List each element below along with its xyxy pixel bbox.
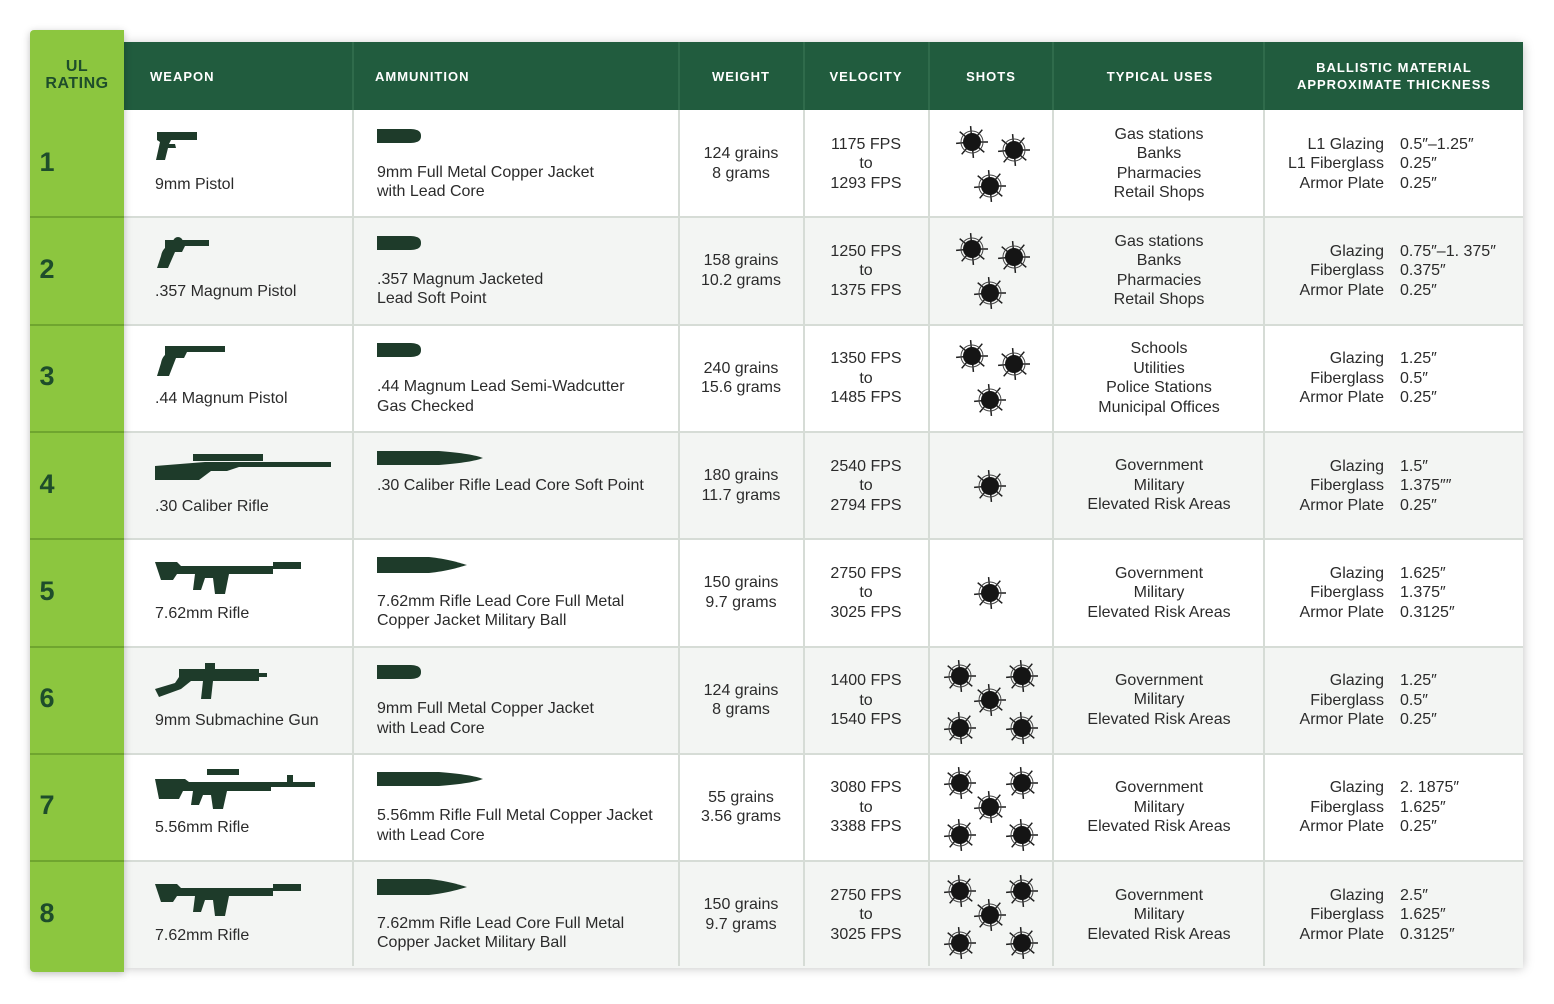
rating-divider (30, 538, 124, 540)
table-header (124, 42, 1523, 110)
thickness-row (1266, 925, 1455, 945)
header-ul: UL (65, 58, 89, 75)
thickness-row (1266, 564, 1455, 584)
header-column-divider (803, 42, 805, 110)
velocity-line: 2750 FPS (830, 886, 902, 904)
thickness-table (1266, 564, 1455, 623)
bullet-hole-icon (1004, 765, 1040, 801)
weight-line: 124 grains (703, 681, 779, 699)
thickness-row (1266, 174, 1474, 194)
velocity-value (804, 564, 928, 623)
rating-divider (30, 753, 124, 755)
velocity-line: 1250 FPS (830, 242, 902, 260)
header-weapon: WEAPON (150, 68, 215, 84)
material-thickness: 0.25″ (1400, 711, 1437, 729)
typical-use-item: Gas stations (1114, 232, 1204, 250)
ammunition-line: with Lead Core (377, 719, 485, 737)
typical-use-item: Pharmacies (1116, 164, 1202, 182)
row-divider (124, 860, 1523, 862)
short-bullet-icon (377, 343, 421, 357)
row-divider (124, 646, 1523, 648)
material-name: Armor Plate (1299, 818, 1384, 836)
typical-use-item: Banks (1136, 252, 1182, 270)
typical-use-item: Government (1114, 564, 1204, 582)
bullet-hole-icon (972, 468, 1008, 504)
bullet-hole-icon (954, 231, 990, 267)
ammunition-line: .357 Magnum Jacketed (377, 270, 544, 288)
typical-use-item: Military (1133, 691, 1185, 709)
typical-uses (1053, 671, 1265, 730)
typical-use-item: Schools (1130, 340, 1188, 358)
header-ul-rating (30, 58, 124, 92)
thickness-table (1266, 886, 1455, 945)
column-divider (678, 42, 680, 966)
ammunition-line: Gas Checked (377, 397, 474, 415)
ammunition-line: 5.56mm Rifle Full Metal Copper Jacket (377, 807, 653, 825)
thickness-table (1266, 349, 1437, 408)
thickness-row (1266, 603, 1455, 623)
velocity-line: to (859, 691, 873, 709)
material-name: Fiberglass (1310, 584, 1384, 602)
typical-uses (1053, 456, 1265, 515)
velocity-line: to (859, 262, 873, 280)
velocity-value (804, 457, 928, 516)
weight-value (679, 788, 803, 827)
thickness-row (1266, 349, 1437, 369)
header-weight: WEIGHT (712, 68, 770, 84)
ammunition-line: with Lead Core (377, 183, 485, 201)
ul-rating-value: 5 (39, 575, 55, 606)
weight-line: 158 grains (703, 252, 779, 270)
material-name: Fiberglass (1310, 798, 1384, 816)
weight-value (679, 573, 803, 612)
row-divider (124, 431, 1523, 433)
material-thickness: 0.25″ (1400, 389, 1437, 407)
header-typical-uses: TYPICAL USES (1106, 68, 1214, 84)
material-name: Armor Plate (1299, 281, 1384, 299)
thickness-row (1266, 476, 1451, 496)
material-name: Fiberglass (1310, 477, 1384, 495)
thickness-table (1266, 135, 1474, 194)
header-column-divider (678, 42, 680, 110)
material-thickness: 0.25″ (1400, 496, 1437, 514)
material-thickness: 1.375″″ (1400, 477, 1452, 495)
typical-use-item: Military (1133, 584, 1185, 602)
row-divider (124, 324, 1523, 326)
typical-uses (1053, 232, 1265, 310)
typical-uses (1053, 339, 1265, 417)
weight-value (679, 466, 803, 505)
ul-rating-value: 7 (39, 790, 55, 821)
bullet-hole-icon (972, 168, 1008, 204)
material-name: Fiberglass (1310, 369, 1384, 387)
material-name: Armor Plate (1299, 711, 1384, 729)
material-thickness: 1.625″ (1400, 564, 1446, 582)
bullet-hole-icon (1004, 658, 1040, 694)
material-thickness: 2. 1875″ (1400, 779, 1460, 797)
material-name: Armor Plate (1299, 496, 1384, 514)
velocity-line: to (859, 906, 873, 924)
thickness-row (1266, 135, 1474, 155)
material-thickness: 0.5″–1.25″ (1400, 135, 1474, 153)
material-thickness: 1.625″ (1400, 798, 1446, 816)
bullet-hole-icon (996, 239, 1032, 275)
bullet-hole-icon (996, 132, 1032, 168)
material-thickness: 0.25″ (1400, 281, 1437, 299)
revolver-icon (155, 236, 211, 270)
ul-rating-value: 8 (39, 897, 55, 928)
long-revolver-icon (155, 342, 227, 378)
material-name: Glazing (1329, 886, 1384, 904)
weight-line: 9.7 grams (705, 915, 777, 933)
typical-use-item: Elevated Risk Areas (1087, 603, 1231, 621)
velocity-line: to (859, 798, 873, 816)
weight-line: 3.56 grams (700, 808, 782, 826)
short-bullet-icon (377, 236, 421, 250)
ammunition-description (377, 270, 672, 309)
thickness-table (1266, 457, 1451, 516)
velocity-line: to (859, 155, 873, 173)
velocity-line: to (859, 584, 873, 602)
velocity-line: 3080 FPS (830, 779, 902, 797)
column-divider (1052, 42, 1054, 966)
bullet-hole-icon (1004, 710, 1040, 746)
rifle-bullet-icon (377, 879, 467, 895)
material-name: Glazing (1329, 457, 1384, 475)
material-thickness: 0.75″–1. 375″ (1400, 242, 1496, 260)
velocity-line: 2794 FPS (830, 496, 902, 514)
bullet-hole-icon (972, 382, 1008, 418)
weight-line: 9.7 grams (705, 593, 777, 611)
rifle-bullet-icon (377, 557, 467, 573)
ul-rating-value: 6 (39, 683, 55, 714)
bullet-hole-icon (1004, 873, 1040, 909)
material-thickness: 1.25″ (1400, 350, 1437, 368)
material-thickness: 1.375″ (1400, 584, 1446, 602)
ammunition-line: Lead Soft Point (377, 290, 487, 308)
material-name: Glazing (1329, 242, 1384, 260)
weapon-name: 9mm Pistol (155, 175, 235, 193)
material-name: L1 Glazing (1307, 135, 1384, 153)
weight-value (679, 681, 803, 720)
velocity-value (804, 349, 928, 408)
velocity-line: 3388 FPS (830, 818, 902, 836)
typical-use-item: Municipal Offices (1098, 398, 1220, 416)
weapon-name: 7.62mm Rifle (155, 926, 250, 944)
typical-uses (1053, 564, 1265, 623)
long-bullet-icon (377, 772, 483, 786)
thickness-row (1266, 817, 1459, 837)
ammunition-line: with Lead Core (377, 826, 485, 844)
ammunition-description (377, 806, 672, 845)
submachine-gun-icon (155, 663, 267, 701)
short-bullet-icon (377, 129, 421, 143)
weight-line: 10.2 grams (700, 271, 782, 289)
bullet-hole-icon (942, 817, 978, 853)
ammunition-line: .30 Caliber Rifle Lead Core Soft Point (377, 476, 644, 494)
material-name: L1 Fiberglass (1287, 155, 1384, 173)
typical-use-item: Police Stations (1106, 379, 1212, 397)
typical-use-item: Utilities (1133, 359, 1185, 377)
ammunition-description (377, 914, 672, 953)
weight-line: 240 grains (703, 359, 779, 377)
velocity-value (804, 886, 928, 945)
header-thickness-line1: BALLISTIC MATERIAL (1316, 60, 1472, 75)
bullet-hole-icon (1004, 817, 1040, 853)
velocity-line: 1400 FPS (830, 672, 902, 690)
ammunition-description (377, 592, 672, 631)
material-thickness: 0.3125″ (1400, 603, 1455, 621)
thickness-table (1266, 671, 1437, 730)
m16-rifle-icon (155, 769, 315, 809)
thickness-row (1266, 281, 1496, 301)
material-name: Glazing (1329, 350, 1384, 368)
typical-use-item: Elevated Risk Areas (1087, 710, 1231, 728)
thickness-row (1266, 242, 1496, 262)
material-thickness: 0.25″ (1400, 155, 1437, 173)
thickness-row (1266, 691, 1437, 711)
thickness-row (1266, 778, 1459, 798)
ammunition-description (377, 699, 672, 738)
long-bullet-icon (377, 451, 483, 465)
weight-line: 55 grains (708, 788, 774, 806)
typical-uses (1053, 125, 1265, 203)
thickness-row (1266, 886, 1455, 906)
thickness-table (1266, 242, 1496, 301)
material-thickness: 0.5″ (1400, 691, 1428, 709)
velocity-line: 1485 FPS (830, 389, 902, 407)
weight-line: 8 grams (712, 701, 770, 719)
material-name: Glazing (1329, 779, 1384, 797)
ammunition-description (377, 476, 672, 496)
ammunition-line: Copper Jacket Military Ball (377, 612, 567, 630)
velocity-value (804, 135, 928, 194)
typical-uses (1053, 886, 1265, 945)
column-divider (352, 42, 354, 966)
weight-value (679, 359, 803, 398)
ammunition-description (377, 377, 672, 416)
column-divider (928, 42, 930, 966)
weight-value (679, 895, 803, 934)
header-shots: SHOTS (966, 68, 1016, 84)
bullet-hole-icon (972, 275, 1008, 311)
velocity-line: 1175 FPS (831, 135, 901, 153)
material-name: Armor Plate (1299, 603, 1384, 621)
typical-use-item: Banks (1136, 145, 1182, 163)
bullet-hole-icon (942, 925, 978, 961)
rating-divider (30, 646, 124, 648)
velocity-line: 2750 FPS (830, 564, 902, 582)
thickness-row (1266, 496, 1451, 516)
weapon-name: 7.62mm Rifle (155, 604, 250, 622)
weight-value (679, 251, 803, 290)
row-divider (124, 538, 1523, 540)
typical-uses (1053, 778, 1265, 837)
material-thickness: 0.25″ (1400, 174, 1437, 192)
scoped-rifle-icon (155, 452, 331, 484)
bullet-hole-icon (942, 710, 978, 746)
typical-use-item: Elevated Risk Areas (1087, 818, 1231, 836)
weight-line: 124 grains (703, 145, 779, 163)
header-column-divider (352, 42, 354, 110)
typical-use-item: Government (1114, 671, 1204, 689)
weight-line: 150 grains (703, 574, 779, 592)
ul-rating-value: 3 (39, 361, 55, 392)
material-name: Fiberglass (1310, 906, 1384, 924)
material-thickness: 0.5″ (1400, 369, 1428, 387)
velocity-line: 1540 FPS (830, 711, 902, 729)
typical-use-item: Elevated Risk Areas (1087, 496, 1231, 514)
weapon-name: .357 Magnum Pistol (155, 282, 297, 300)
material-thickness: 1.25″ (1400, 672, 1437, 690)
weapon-name: .44 Magnum Pistol (155, 390, 288, 408)
header-velocity: VELOCITY (829, 68, 903, 84)
rating-divider (30, 860, 124, 862)
thickness-table (1266, 778, 1459, 837)
weight-line: 8 grams (712, 164, 770, 182)
rating-divider (30, 324, 124, 326)
typical-use-item: Gas stations (1114, 125, 1204, 143)
material-thickness: 1.625″ (1400, 906, 1446, 924)
header-ammunition: AMMUNITION (375, 68, 470, 84)
assault-rifle-icon (155, 878, 301, 916)
rating-divider (30, 216, 124, 218)
thickness-row (1266, 369, 1437, 389)
material-thickness: 0.25″ (1400, 818, 1437, 836)
material-thickness: 0.375″ (1400, 262, 1446, 280)
bullet-hole-icon (954, 124, 990, 160)
weapon-name: 9mm Submachine Gun (155, 712, 319, 730)
weapon-name: 5.56mm Rifle (155, 819, 250, 837)
material-name: Glazing (1329, 672, 1384, 690)
bullet-hole-icon (954, 338, 990, 374)
header-rating: RATING (45, 75, 109, 92)
assault-rifle-icon (155, 556, 301, 594)
velocity-value (804, 778, 928, 837)
thickness-row (1266, 388, 1437, 408)
material-name: Fiberglass (1310, 262, 1384, 280)
bullet-hole-icon (1004, 925, 1040, 961)
header-thickness (1265, 42, 1523, 110)
typical-use-item: Military (1133, 798, 1185, 816)
typical-use-item: Retail Shops (1113, 184, 1205, 202)
typical-use-item: Retail Shops (1113, 291, 1205, 309)
header-column-divider (928, 42, 930, 110)
ammunition-line: 9mm Full Metal Copper Jacket (377, 163, 594, 181)
row-divider (124, 753, 1523, 755)
typical-use-item: Elevated Risk Areas (1087, 925, 1231, 943)
weight-line: 150 grains (703, 896, 779, 914)
header-column-divider (1263, 42, 1265, 110)
velocity-value (804, 242, 928, 301)
thickness-row (1266, 905, 1455, 925)
material-name: Glazing (1329, 564, 1384, 582)
velocity-line: to (859, 477, 873, 495)
material-thickness: 0.3125″ (1400, 925, 1455, 943)
ammunition-line: 9mm Full Metal Copper Jacket (377, 700, 594, 718)
ammunition-line: 7.62mm Rifle Lead Core Full Metal (377, 592, 625, 610)
ammunition-line: 7.62mm Rifle Lead Core Full Metal (377, 914, 625, 932)
ammunition-description (377, 163, 672, 202)
short-bullet-icon (377, 665, 421, 679)
thickness-row (1266, 798, 1459, 818)
thickness-row (1266, 583, 1455, 603)
typical-use-item: Government (1114, 886, 1204, 904)
material-thickness: 2.5″ (1400, 886, 1428, 904)
bullet-hole-icon (996, 346, 1032, 382)
velocity-line: 1293 FPS (830, 174, 902, 192)
thickness-row (1266, 261, 1496, 281)
velocity-line: 2540 FPS (830, 457, 902, 475)
ul-rating-value: 2 (39, 253, 55, 284)
velocity-line: to (859, 369, 873, 387)
ul-rating-value: 4 (39, 468, 55, 499)
pistol-icon (155, 130, 199, 162)
weight-value (679, 144, 803, 183)
thickness-row (1266, 710, 1437, 730)
typical-use-item: Government (1114, 779, 1204, 797)
bullet-hole-icon (972, 575, 1008, 611)
column-divider (803, 42, 805, 966)
ammunition-line: .44 Magnum Lead Semi-Wadcutter (377, 378, 625, 396)
thickness-row (1266, 154, 1474, 174)
material-name: Armor Plate (1299, 174, 1384, 192)
weight-line: 11.7 grams (701, 486, 781, 504)
header-column-divider (1052, 42, 1054, 110)
weight-line: 15.6 grams (700, 379, 782, 397)
material-name: Armor Plate (1299, 925, 1384, 943)
velocity-line: 1375 FPS (830, 281, 902, 299)
header-thickness-line2: APPROXIMATE THICKNESS (1296, 77, 1492, 92)
material-name: Fiberglass (1310, 691, 1384, 709)
thickness-row (1266, 671, 1437, 691)
row-divider (124, 216, 1523, 218)
weight-line: 180 grains (703, 467, 779, 485)
rating-divider (30, 431, 124, 433)
velocity-line: 3025 FPS (830, 925, 902, 943)
velocity-line: 1350 FPS (830, 350, 902, 368)
velocity-line: 3025 FPS (830, 603, 902, 621)
ul-rating-value: 1 (39, 146, 55, 177)
thickness-row (1266, 457, 1451, 477)
material-name: Armor Plate (1299, 389, 1384, 407)
weapon-name: .30 Caliber Rifle (155, 497, 269, 515)
typical-use-item: Government (1114, 457, 1204, 475)
typical-use-item: Pharmacies (1116, 271, 1202, 289)
typical-use-item: Military (1133, 906, 1185, 923)
velocity-value (804, 671, 928, 730)
material-thickness: 1.5″ (1400, 457, 1428, 475)
column-divider (1263, 42, 1265, 966)
ammunition-line: Copper Jacket Military Ball (377, 934, 567, 952)
typical-use-item: Military (1133, 476, 1185, 494)
